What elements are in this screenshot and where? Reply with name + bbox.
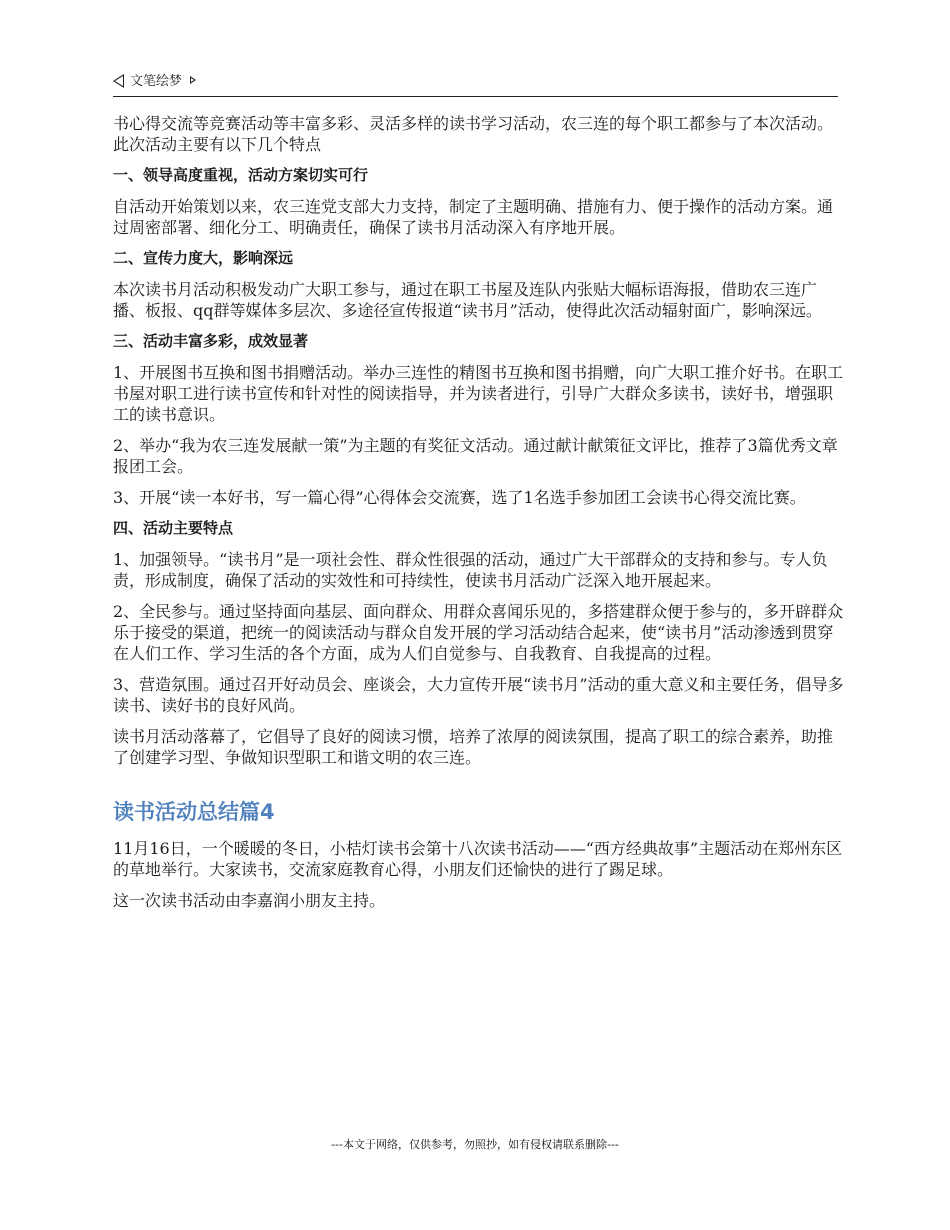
- heading-publicity: 二、宣传力度大，影响深远: [113, 249, 294, 267]
- paragraph-activity-2: 2、举办“我为农三连发展献一策”为主题的有奖征文活动。通过献计献策征文评比，推荐了3篇优秀文章报团工会。: [113, 436, 838, 476]
- paragraph-feature-3: 3、营造氛围。通过召开好动员会、座谈会，大力宣传开展“读书月”活动的重大意义和主要任务，倡导多读书、读好书的良好风尚。: [113, 675, 844, 715]
- section-title: 读书活动总结篇4: [113, 800, 275, 824]
- paragraph-feature-2: 2、全民参与。通过坚持面向基层、面向群众、用群众喜闻乐见的，多搭建群众便于参与的，多开辟群众乐于接受的渠道，把统一的阅读活动与群众自发开展的学习活动结合起来，使“读书月”活动渗透到贯穿在人们工作、学习生活的各个方面，成为人们自觉参与、自我教育、自我提高的过程。: [113, 602, 844, 663]
- heading-activities: 三、活动丰富多彩，成效显著: [113, 332, 309, 350]
- page-header: [113, 72, 838, 97]
- paragraph-section-4-intro: 11月16日，一个暖暖的冬日，小桔灯读书会第十八次读书活动——“西方经典故事”主题活动在郑州东区的草地举行。大家读书，交流家庭教育心得，小朋友们还愉快的进行了踢足球。: [113, 839, 843, 879]
- paragraph-feature-1: 1、加强领导。“读书月”是一项社会性、群众性很强的活动，通过广大干部群众的支持和参与。专人负责，形成制度，确保了活动的实效性和可持续性，使读书月活动广泛深入地开展起来。: [113, 550, 828, 590]
- page-footer-notice: ---本文于网络，仅供参考，勿照抄，如有侵权请联系删除---: [331, 1138, 619, 1151]
- brand-label: 文笔绘梦: [130, 74, 183, 89]
- paragraph-intro-continued: 书心得交流等竞赛活动等丰富多彩、灵活多样的读书学习活动，农三连的每个职工都参与了本次活动。此次活动主要有以下几个特点: [113, 114, 834, 154]
- paragraph-plan: 自活动开始策划以来，农三连党支部大力支持，制定了主题明确、措施有力、便于操作的活动方案。通过周密部署、细化分工、明确责任，确保了读书月活动深入有序地开展。: [113, 197, 834, 237]
- paragraph-conclusion: 读书月活动落幕了，它倡导了良好的阅读习惯，培养了浓厚的阅读氛围，提高了职工的综合素养，助推了创建学习型、争做知识型职工和谐文明的农三连。: [113, 727, 834, 767]
- paragraph-activity-1: 1、开展图书互换和图书捐赠活动。举办三连性的精图书互换和图书捐赠，向广大职工推介好书。在职工书屋对职工进行读书宣传和针对性的阅读指导，并为读者进行，引导广大群众多读书，读好书，增强职工的读书意识。: [113, 363, 844, 424]
- document-body: [113, 113, 848, 921]
- heading-features: 四、活动主要特点: [113, 519, 234, 537]
- header-brand: [113, 73, 196, 91]
- paragraph-publicity: 本次读书月活动积极发动广大职工参与，通过在职工书屋及连队内张贴大幅标语海报，借助农三连广播、板报、qq群等媒体多层次、多途径宣传报道“读书月”活动，使得此次活动辐射面广，影响深远。: [113, 280, 822, 320]
- triangle-right-icon: [190, 76, 196, 84]
- paragraph-activity-3: 3、开展“读一本好书，写一篇心得”心得体会交流赛，选了1名选手参加团工会读书心得交流比赛。: [113, 488, 806, 507]
- triangle-left-icon: [113, 74, 124, 88]
- heading-leadership: 一、领导高度重视，活动方案切实可行: [113, 166, 369, 184]
- paragraph-section-4-host: 这一次读书活动由李嘉润小朋友主持。: [113, 891, 386, 910]
